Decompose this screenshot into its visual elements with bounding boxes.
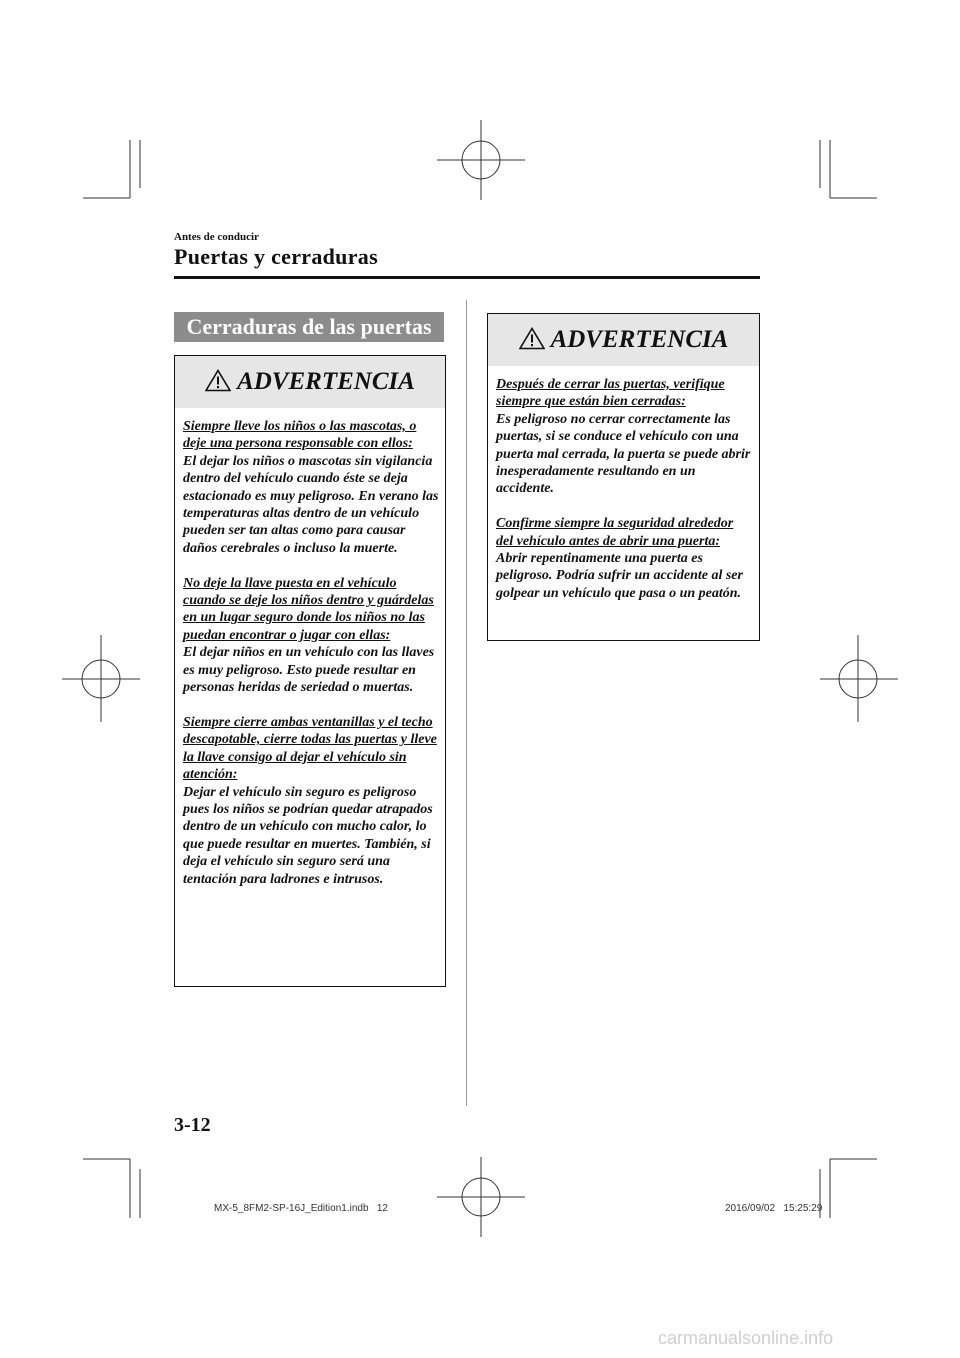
left-warning-box xyxy=(174,355,446,987)
right-warning-body xyxy=(488,366,759,616)
page-title: Puertas y cerraduras xyxy=(174,244,378,269)
right-warning-box xyxy=(487,313,760,641)
warning-triangle-icon xyxy=(519,327,545,350)
warning-triangle-icon xyxy=(205,369,231,392)
left-warning-heading xyxy=(175,356,445,408)
section-label: Antes de conducir xyxy=(174,231,259,243)
warning-lead: Después de cerrar las puertas, verifique siempre que están bien cerradas: xyxy=(496,377,725,410)
footer-file-info: MX-5_8FM2-SP-16J_Edition1.indb 12 xyxy=(214,1203,388,1214)
warning-paragraph xyxy=(183,714,439,888)
warning-paragraph xyxy=(183,575,439,697)
warning-paragraph xyxy=(183,418,439,557)
page-number: 3-12 xyxy=(174,1114,211,1136)
left-warning-body xyxy=(175,408,445,902)
warning-lead: Siempre lleve los niños o las mascotas, o deje una persona responsable con ellos: xyxy=(183,419,417,452)
warning-text: Dejar el vehículo sin seguro es peligroso pues los niños se podrían quedar atrapados dentro de un vehículo con mucho calor, lo que puede resultar en muertes. También, si deja el vehículo sin seguro será una tentación para ladrones e intrusos. xyxy=(183,784,433,887)
warning-text: El dejar niños en un vehículo con las llaves es muy peligroso. Esto puede resultar en personas heridas de seriedad o muertas. xyxy=(183,645,435,696)
warning-lead: Confirme siempre la seguridad alrededor del vehículo antes de abrir una puerta: xyxy=(496,516,734,549)
right-warning-heading xyxy=(488,314,759,366)
warning-paragraph xyxy=(496,515,753,602)
warning-text: El dejar los niños o mascotas sin vigilancia dentro del vehículo cuando éste se deja estacionado es muy peligroso. En verano las temperaturas altas dentro de un vehículo pueden ser tan altas como para causar daños cerebrales o incluso la muerte. xyxy=(183,453,439,556)
column-divider xyxy=(466,300,467,1106)
warning-lead: Siempre cierre ambas ventanillas y el techo descapotable, cierre todas las puertas y lleve la llave consigo al dejar el vehículo sin atención: xyxy=(183,714,437,783)
left-warning-heading-text: ADVERTENCIA xyxy=(237,368,415,395)
watermark: carmanualsonline.info xyxy=(658,1328,834,1348)
title-rule xyxy=(174,276,760,279)
warning-paragraph xyxy=(496,376,753,498)
right-warning-heading-text: ADVERTENCIA xyxy=(550,326,729,353)
warning-text: Abrir repentinamente una puerta es peligroso. Podría sufrir un accidente al ser golpear un vehículo que pasa o un peatón. xyxy=(496,551,743,601)
warning-text: Es peligroso no cerrar correctamente las puertas, si se conduce el vehículo con una puerta mal cerrada, la puerta se puede abrir inesperadamente resultando en un accidente. xyxy=(496,411,751,497)
section-banner: Cerraduras de las puertas xyxy=(174,312,444,342)
footer-timestamp: 2016/09/02 15:25:29 xyxy=(725,1203,823,1214)
warning-lead: No deje la llave puesta en el vehículo cuando se deje los niños dentro y guárdelas en un lugar seguro donde los niños no las puedan encontrar o jugar con ellas: xyxy=(183,575,434,643)
